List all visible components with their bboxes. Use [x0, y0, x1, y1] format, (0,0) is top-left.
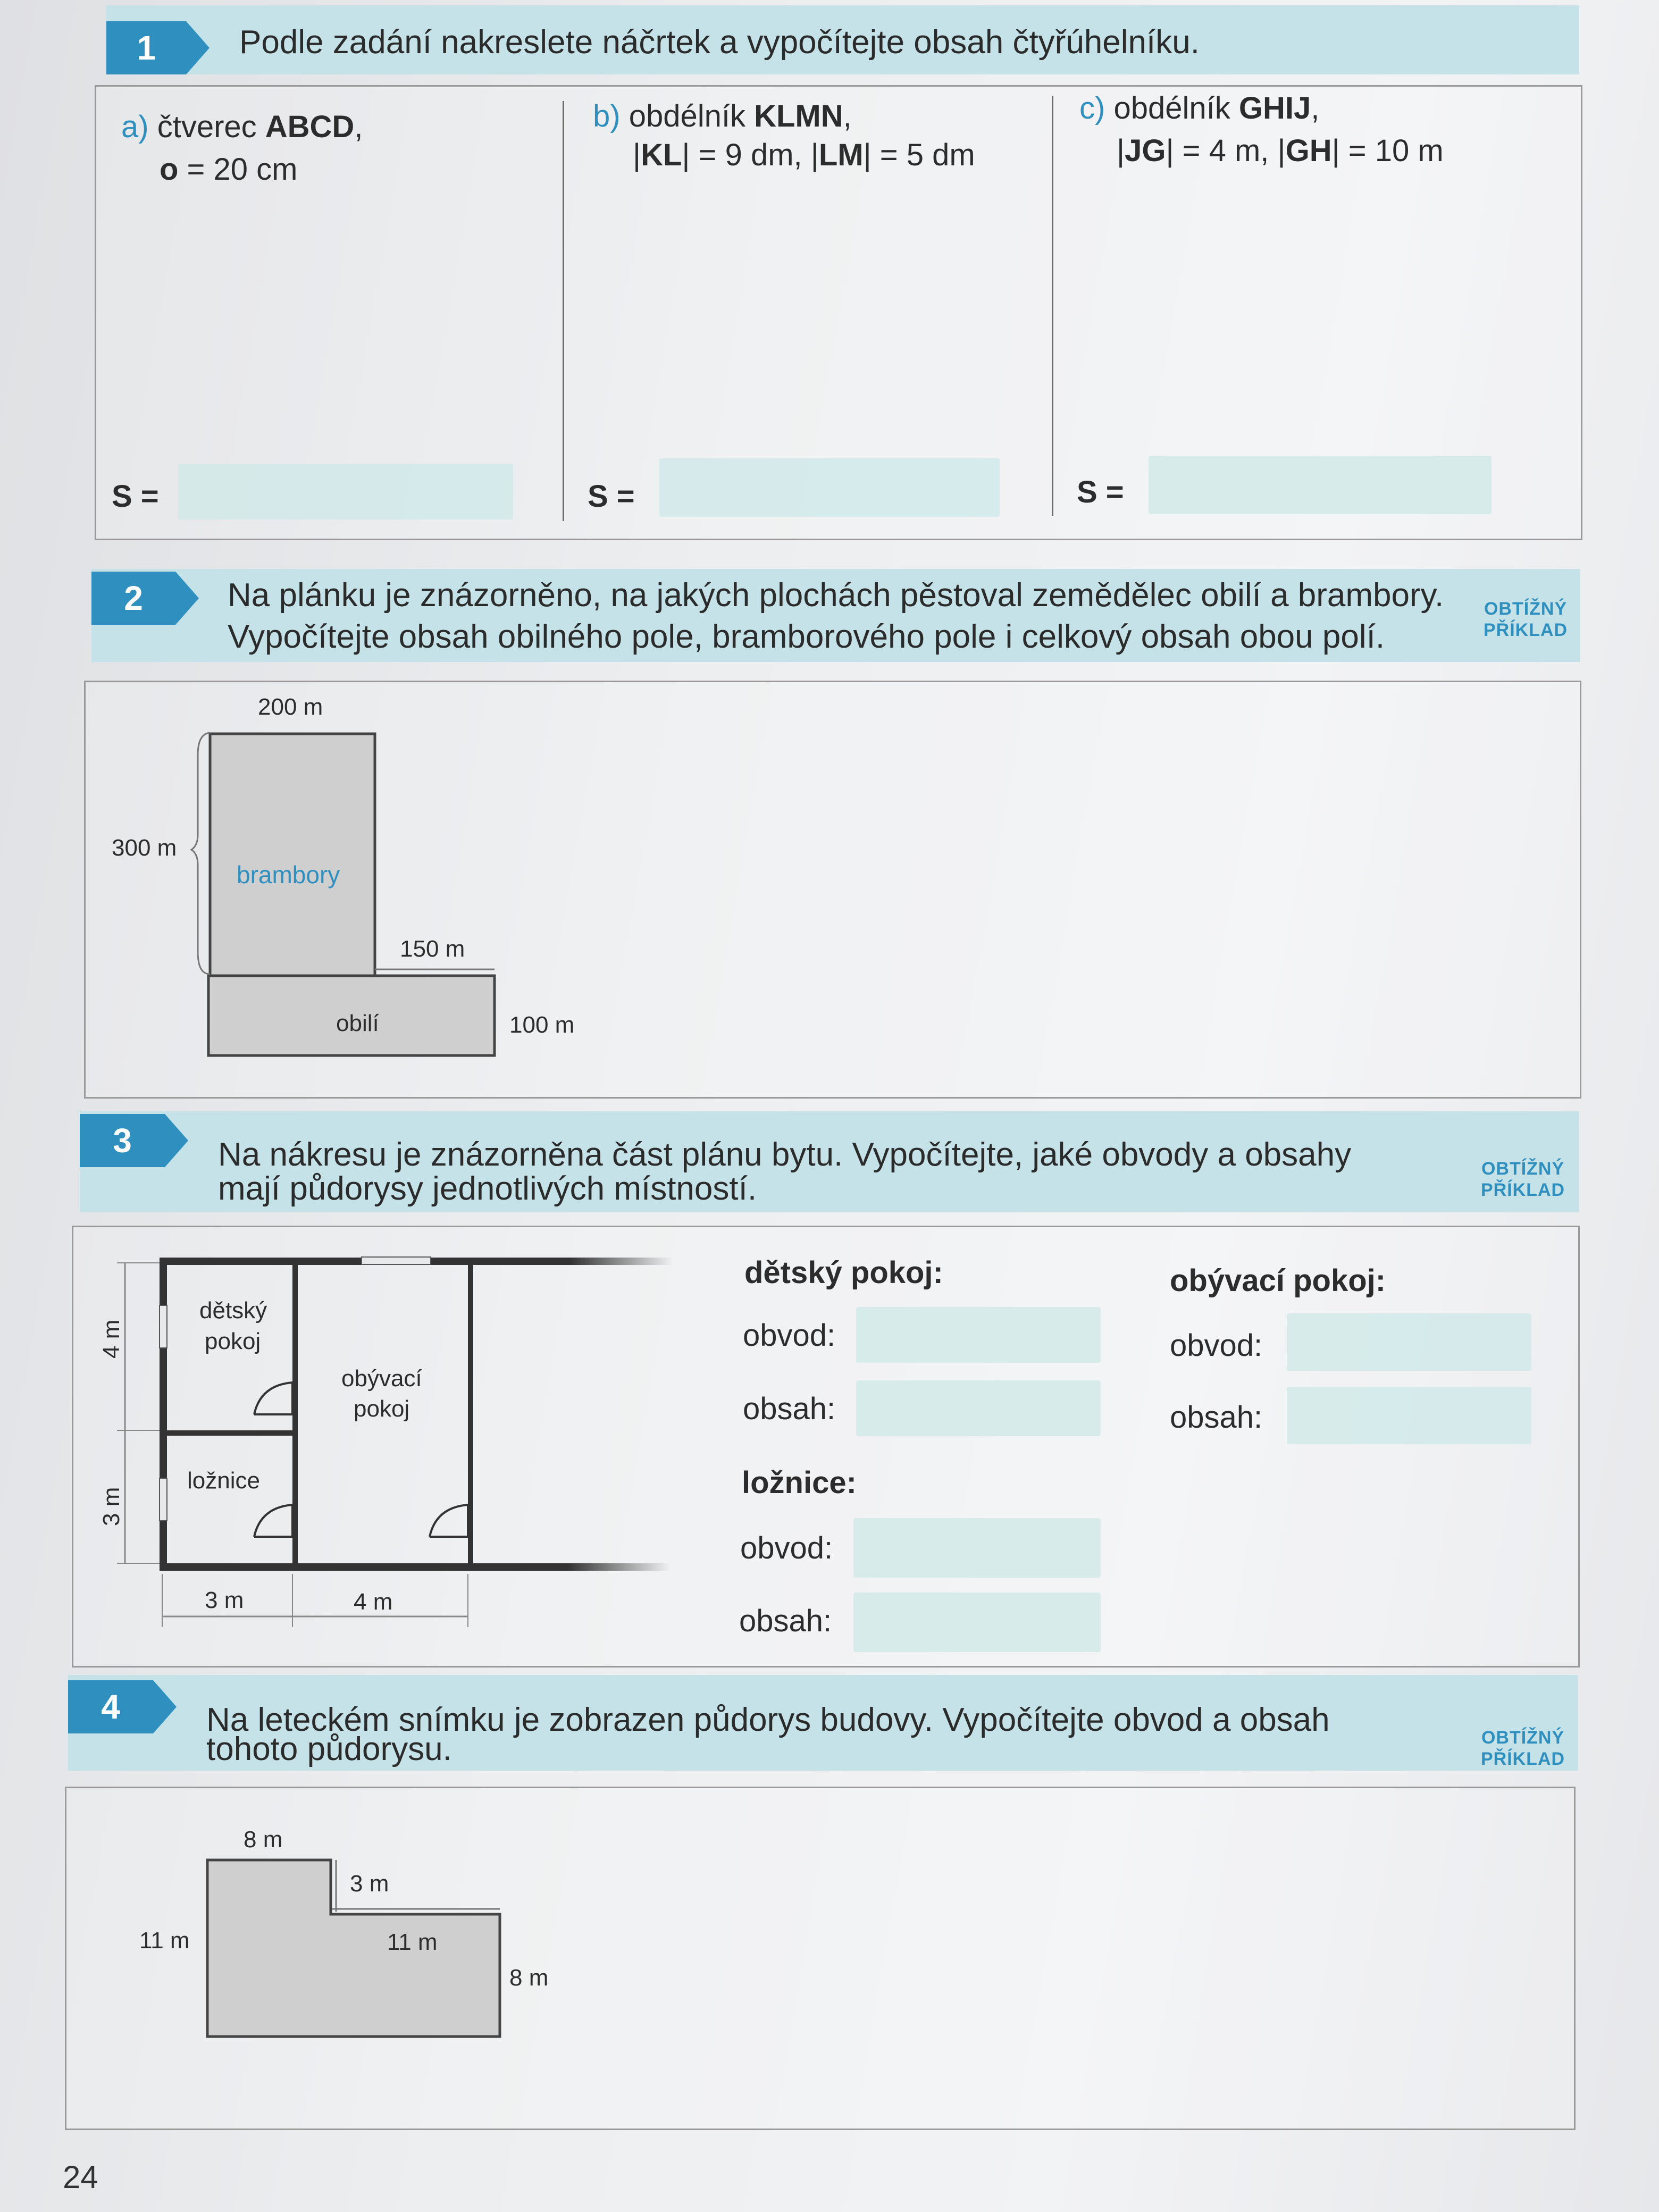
ex3-bed-heading: ložnice: [742, 1465, 857, 1500]
ex3-bed-perimeter-label: obvod: [740, 1531, 833, 1565]
ex1c-jg: JG [1125, 133, 1166, 168]
ex2-task-line1: Na plánku je znázorněno, na jakých plochách pěstoval zemědělec obilí a brambory. [228, 577, 1444, 614]
ex3-dim-3m-vertical: 3 m [98, 1487, 124, 1526]
ex3-task-line1: Na nákresu je znázorněna část plánu bytu. Vypočítejte, jaké obvody a obsahy [218, 1136, 1352, 1173]
ex1a-letter: a) [121, 110, 149, 144]
ex3-child-perimeter-label: obvod: [743, 1318, 836, 1353]
ex1-number: 1 [137, 29, 156, 67]
ex1c-gh: GH [1285, 133, 1332, 168]
ex3-dim-4m-vertical: 4 m [98, 1319, 124, 1359]
ex1a-o-value: = 20 cm [178, 152, 298, 187]
ex3-child-heading: dětský pokoj: [744, 1255, 943, 1290]
ex1b-letter: b) [593, 99, 621, 133]
ex3-dim-4m-horizontal: 4 m [354, 1589, 393, 1615]
ex1b-text: obdélník [629, 99, 755, 133]
ex1b-lm-value: | = 5 dm [863, 138, 975, 172]
ex1b-lm: LM [818, 138, 864, 172]
ex1a-name: ABCD [265, 110, 355, 144]
ex1c-text: obdélník [1113, 91, 1239, 125]
ex1a-text: čtverec [157, 110, 265, 144]
ex1b-comma: , [843, 99, 852, 133]
ex4-task-line2: tohoto půdorysu. [206, 1731, 452, 1767]
ex3-child-area-label: obsah: [743, 1392, 836, 1426]
ex4-hard-2: PŘÍKLAD [1481, 1749, 1565, 1769]
ex1b-kl: KL [641, 138, 682, 172]
ex1c-s-label: S = [1077, 475, 1124, 509]
ex4-dim-top: 8 m [244, 1826, 283, 1853]
ex3-task-line2: mají půdorysy jednotlivých místností. [218, 1170, 757, 1207]
ex3-room-living-2: pokoj [354, 1396, 410, 1422]
ex1b-abs1: | [633, 138, 641, 172]
page-number: 24 [63, 2159, 98, 2195]
ex3-hard-1: OBTÍŽNÝ [1481, 1159, 1565, 1179]
ex1a-o-label: o [160, 152, 179, 187]
ex3-room-child-2: pokoj [205, 1328, 261, 1354]
ex3-room-child-1: dětský [199, 1297, 267, 1323]
ex3-living-heading: obývací pokoj: [1170, 1263, 1386, 1298]
ex1a-comma: , [354, 110, 363, 144]
ex1a-s-label: S = [112, 479, 159, 514]
ex4-dim-inner: 11 m [387, 1929, 438, 1955]
ex4-task-line1: Na leteckém snímku je zobrazen půdorys budovy. Vypočítejte obvod a obsah [206, 1702, 1330, 1738]
ex3-hard-2: PŘÍKLAD [1481, 1180, 1565, 1200]
ex1c-abs1: | [1117, 133, 1125, 168]
ex3-living-perimeter-label: obvod: [1170, 1328, 1263, 1363]
ex4-dim-right: 8 m [509, 1965, 549, 1991]
ex1c-jg-value: | = 4 m, | [1166, 133, 1286, 168]
ex1b-s-label: S = [588, 479, 635, 514]
ex3-living-area-label: obsah: [1170, 1400, 1263, 1435]
ex4-hard-1: OBTÍŽNÝ [1481, 1728, 1565, 1748]
ex2-dim-step: 150 m [400, 936, 465, 962]
ex1c-name: GHIJ [1238, 91, 1311, 125]
ex4-dim-left: 11 m [139, 1928, 190, 1954]
ex3-room-bed: ložnice [187, 1468, 260, 1494]
ex2-label-potatoes: brambory [237, 861, 340, 889]
ex1b-name: KLMN [754, 99, 843, 133]
ex2-dim-top: 200 m [258, 694, 323, 720]
ex4-number: 4 [101, 1688, 120, 1726]
ex2-number: 2 [124, 579, 143, 617]
ex1c-comma: , [1311, 91, 1320, 125]
ex3-number: 3 [113, 1121, 132, 1160]
ex1-task: Podle zadání nakreslete náčrtek a vypočítejte obsah čtyřúhelníku. [239, 24, 1200, 61]
ex3-bed-area-label: obsah: [739, 1604, 832, 1638]
ex2-hard-1: OBTÍŽNÝ [1484, 599, 1568, 619]
ex4-dim-step: 3 m [350, 1871, 389, 1897]
ex2-hard-2: PŘÍKLAD [1484, 620, 1568, 640]
ex2-label-grain: obilí [336, 1010, 379, 1036]
ex1c-letter: c) [1079, 91, 1105, 125]
ex3-room-living-1: obývací [341, 1365, 422, 1392]
ex2-dim-right: 100 m [509, 1012, 575, 1038]
ex2-dim-left: 300 m [112, 835, 177, 861]
ex1b-kl-value: | = 9 dm, | [682, 138, 819, 172]
ex1c-gh-value: | = 10 m [1331, 133, 1444, 168]
ex2-task-line2: Vypočítejte obsah obilného pole, bramborového pole i celkový obsah obou polí. [228, 618, 1385, 655]
ex3-dim-3m-horizontal: 3 m [205, 1587, 244, 1613]
